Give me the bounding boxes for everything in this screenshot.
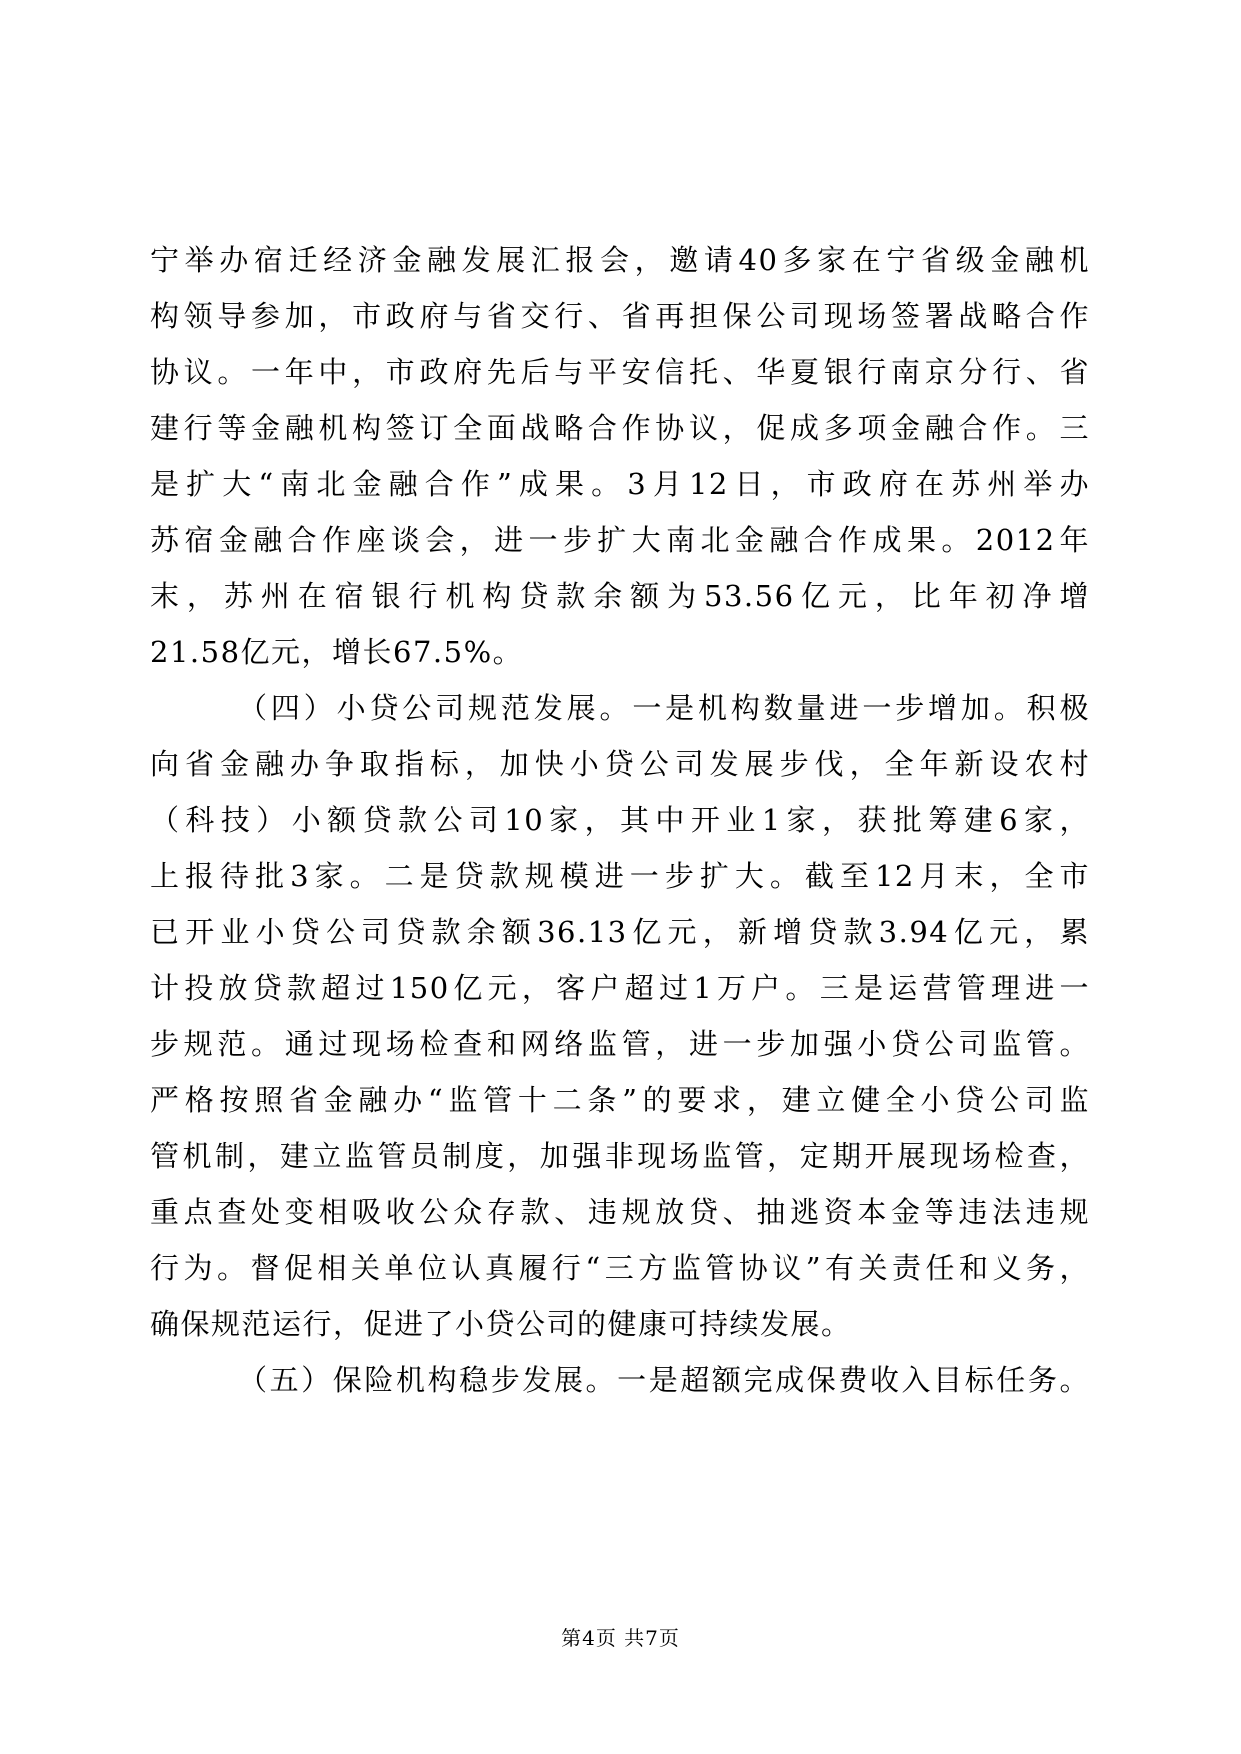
page-footer <box>0 1622 1241 1651</box>
text-line: 宁举办宿迁经济金融发展汇报会，邀请40多家在宁省级金融机 <box>150 243 1090 277</box>
text-line: 21.58亿元，增长67.5%。 <box>150 635 524 669</box>
text-line: 严格按照省金融办“监管十二条”的要求，建立健全小贷公司监 <box>150 1083 1090 1117</box>
text-line: 管机制，建立监管员制度，加强非现场监管，定期开展现场检查， <box>150 1139 1090 1173</box>
text-line: 步规范。通过现场检查和网络监管，进一步加强小贷公司监管。 <box>150 1027 1090 1061</box>
text-line: 行为。督促相关单位认真履行“三方监管协议”有关责任和义务， <box>150 1251 1090 1285</box>
text-line: 建行等金融机构签订全面战略合作协议，促成多项金融合作。三 <box>150 411 1090 445</box>
text-line: （科技）小额贷款公司10家，其中开业1家，获批筹建6家， <box>150 803 1090 837</box>
text-line: 是扩大“南北金融合作”成果。3月12日，市政府在苏州举办 <box>150 467 1090 501</box>
text-line: 苏宿金融合作座谈会，进一步扩大南北金融合作成果。2012年 <box>150 523 1090 557</box>
page-number: 第4页 共7页 <box>561 1626 680 1650</box>
text-line: 构领导参加，市政府与省交行、省再担保公司现场签署战略合作 <box>150 299 1090 333</box>
text-line: 上报待批3家。二是贷款规模进一步扩大。截至12月末，全市 <box>150 859 1090 893</box>
paragraph-heading-line: （五）保险机构稳步发展。一是超额完成保费收入目标任务。 <box>238 1363 1090 1397</box>
text-line: 确保规范运行，促进了小贷公司的健康可持续发展。 <box>150 1307 852 1341</box>
text-line: 向省金融办争取指标，加快小贷公司发展步伐，全年新设农村 <box>150 747 1090 781</box>
text-line: 协议。一年中，市政府先后与平安信托、华夏银行南京分行、省 <box>150 355 1090 389</box>
text-line: 已开业小贷公司贷款余额36.13亿元，新增贷款3.94亿元，累 <box>150 915 1090 949</box>
document-body <box>150 232 1090 1408</box>
text-line: 末，苏州在宿银行机构贷款余额为53.56亿元，比年初净增 <box>150 579 1090 613</box>
text-line: 计投放贷款超过150亿元，客户超过1万户。三是运营管理进一 <box>150 971 1090 1005</box>
paragraph-heading-line: （四）小贷公司规范发展。一是机构数量进一步增加。积极 <box>238 691 1090 725</box>
text-line: 重点查处变相吸收公众存款、违规放贷、抽逃资本金等违法违规 <box>150 1195 1090 1229</box>
